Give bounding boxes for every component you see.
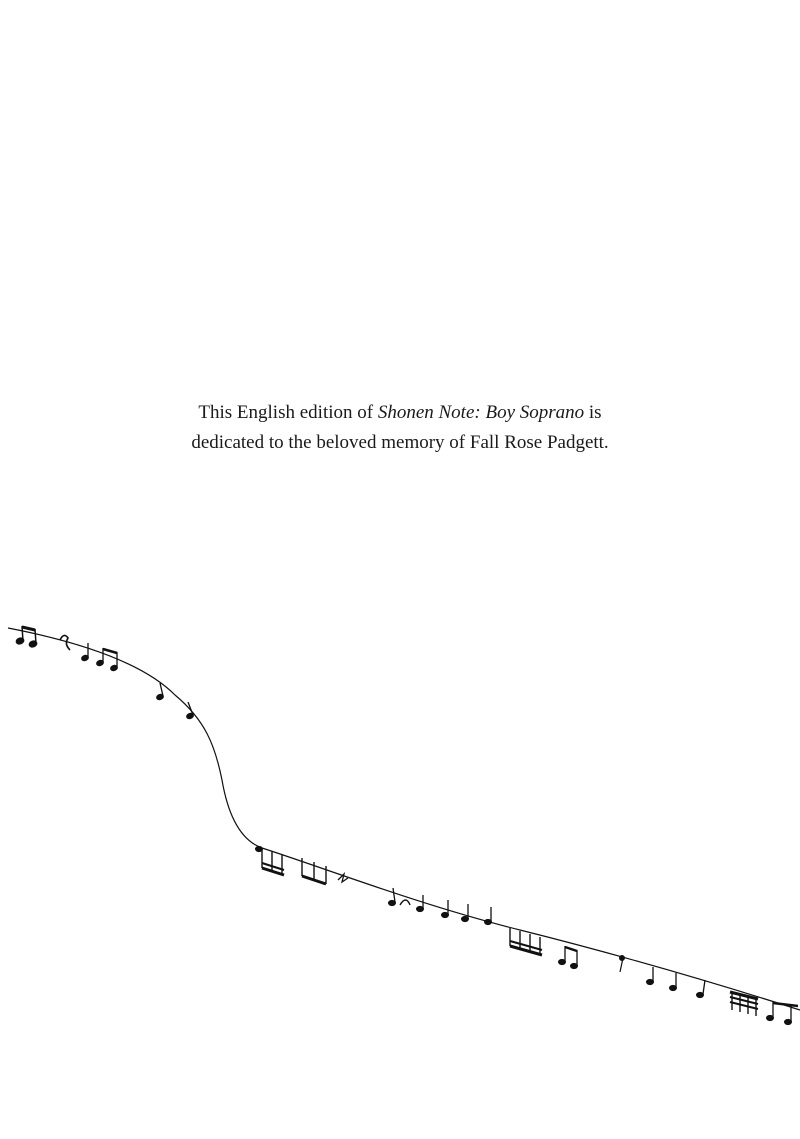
note-group-1 <box>15 626 38 648</box>
dedication-suffix: is <box>584 402 602 423</box>
note-group-8 <box>730 992 798 1025</box>
dedication-prefix: This English edition of <box>198 402 378 423</box>
note-group-4 <box>256 846 349 884</box>
music-notes <box>15 626 798 1025</box>
staff-line <box>8 628 800 1010</box>
note-group-3 <box>156 683 194 720</box>
book-title: Shonen Note: Boy Soprano <box>377 402 585 423</box>
note-group-6 <box>510 928 578 969</box>
note-group-5 <box>389 888 492 925</box>
dedication-line-2: dedicated to the beloved memory of Fall Rose Padgett. <box>191 432 609 453</box>
note-group-2 <box>60 635 118 671</box>
